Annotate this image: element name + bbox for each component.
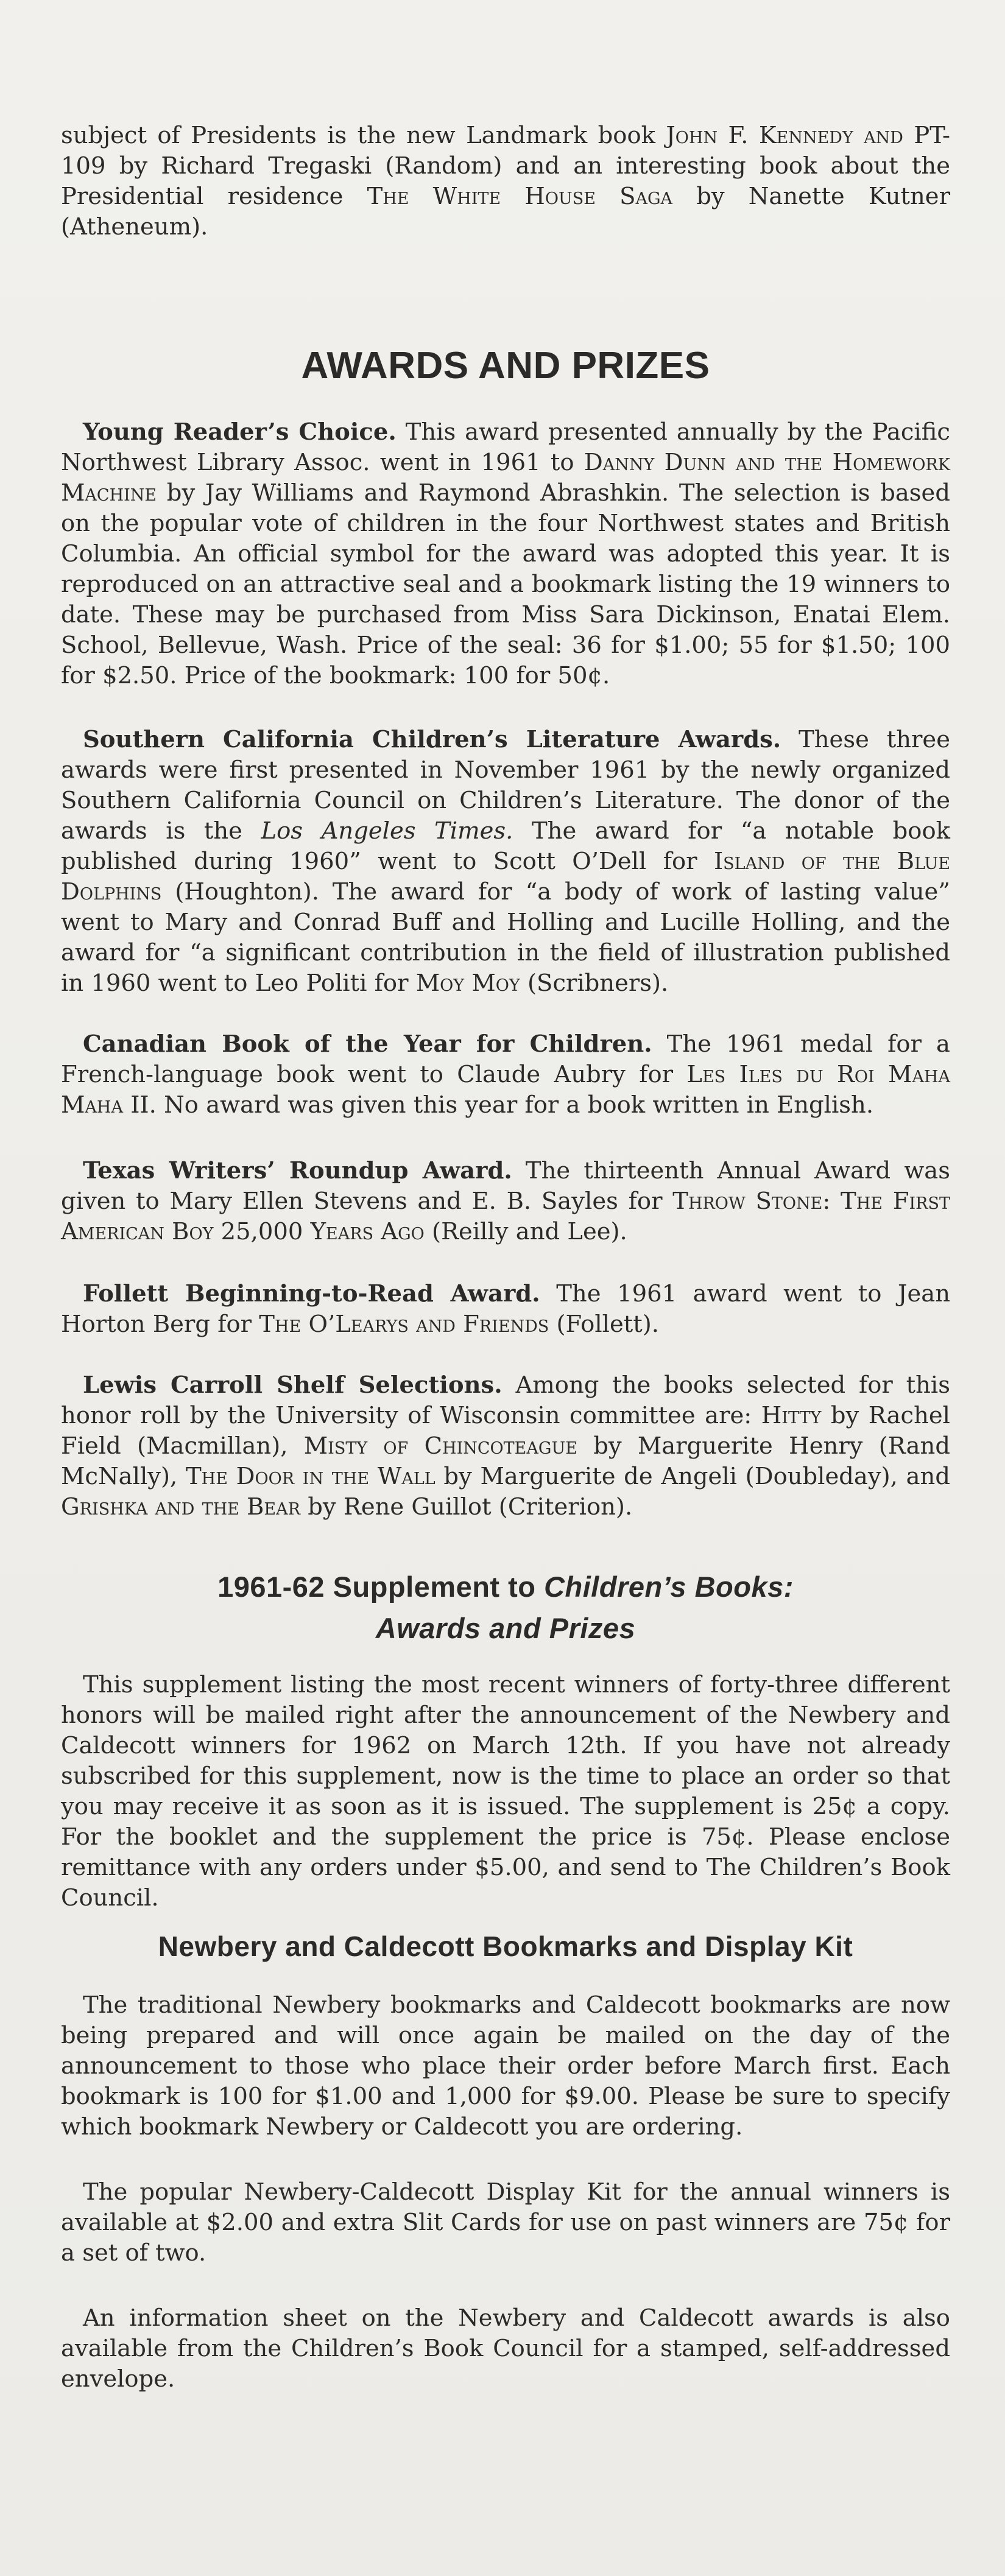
kit-heading: Newbery and Caldecott Bookmarks and Display Kit bbox=[158, 1930, 853, 1962]
award-text: These three awards were first presented in November 1961 by the newly organized Southern California Council on Children’s Literature. The donor of the awards is the bbox=[61, 726, 950, 845]
kit-paragraph-2 bbox=[61, 2177, 950, 2268]
intro-paragraph bbox=[61, 121, 950, 242]
award-book-title: The O’Learys and Friends bbox=[259, 1311, 549, 1338]
award-paragraph bbox=[61, 417, 950, 691]
award-book-title: Danny Dunn and the Homework Machine bbox=[61, 449, 950, 507]
award-book-title: Island of the Blue Dolphins bbox=[61, 848, 950, 906]
award-book-title: Moy Moy bbox=[415, 970, 520, 997]
award-name: Lewis Carroll Shelf Selections. bbox=[83, 1371, 503, 1399]
award-texas-writers bbox=[61, 1156, 950, 1247]
supplement-body: This supplement listing the most recent winners of forty-three different honors will be mailed right after the announcement of the Newbery and Caldecott winners for 1962 on March 12th. If you have not already subscribed for this supplement, now is the time to place an order so that you may receive it as soon as it is issued. The supplement is 25¢ a copy. For the booklet and the supplement the price is 75¢. Please enclose remittance with any orders under $5.00, and send to The Children’s Book Council. bbox=[61, 1671, 950, 1912]
kit-body: The traditional Newbery bookmarks and Caldecott bookmarks are now being prepared and will once again be mailed on the day of the announcement to those who place their order before March first. Each bookmark is 100 for $1.00 and 1,000 for $9.00. Please be sure to specify which bookmark Newbery or Caldecott you are ordering. bbox=[61, 1991, 950, 2141]
award-book-title: Misty of Chincoteague bbox=[303, 1432, 577, 1460]
award-text: by Rachel Field (Macmillan), bbox=[61, 1402, 950, 1460]
award-book-title: Grishka and the Bear bbox=[61, 1493, 300, 1521]
award-text: by Rene Guillot (Criterion). bbox=[300, 1493, 633, 1521]
award-name: Follett Beginning-to-Read Award. bbox=[83, 1280, 540, 1307]
award-book-title: The Door in the Wall bbox=[185, 1463, 436, 1490]
award-paragraph bbox=[61, 1029, 950, 1121]
award-book-title: Throw Stone: The First American Boy 25,000 Years Ago bbox=[61, 1188, 950, 1245]
kit-body: An information sheet on the Newbery and Caldecott awards is also available from the Children’s Book Council for a stamped, self-addressed envelope. bbox=[61, 2304, 950, 2393]
award-name: Texas Writers’ Roundup Award. bbox=[83, 1157, 512, 1184]
intro-text bbox=[61, 121, 950, 242]
award-text: The 1961 medal for a French-language book went to Claude Aubry for bbox=[61, 1030, 950, 1088]
award-young-readers-choice bbox=[61, 417, 950, 691]
award-book-title: Hitty bbox=[761, 1402, 822, 1429]
award-publication: Los Angeles Times. bbox=[261, 817, 513, 845]
award-canadian-book bbox=[61, 1029, 950, 1121]
award-text: (Scribners). bbox=[520, 970, 669, 997]
award-text: (Follett). bbox=[549, 1311, 659, 1338]
awards-heading: AWARDS AND PRIZES bbox=[301, 345, 710, 387]
award-text: by Marguerite Henry (Rand McNally), bbox=[61, 1432, 950, 1490]
award-paragraph bbox=[61, 1279, 950, 1340]
award-text: The thirteenth Annual Award was given to Mary Ellen Stevens and E. B. Sayles for bbox=[61, 1157, 950, 1215]
award-text: (Houghton). The award for “a body of work of lasting value” went to Mary and Conrad Buff and Holling and Lucille Holling, and the award for “a significant contribution in the field of illustration published in 1960 went to Leo Politi for bbox=[61, 878, 950, 997]
award-lewis-carroll bbox=[61, 1370, 950, 1522]
supplement-heading-line-2: Awards and Prizes bbox=[375, 1612, 636, 1644]
intro-text-1: subject of Presidents is the new Landmark book bbox=[61, 122, 666, 149]
intro-book-title-2: The White House Saga bbox=[367, 183, 673, 210]
award-text: by Jay Williams and Raymond Abrashkin. The selection is based on the popular vote of children in the four Northwest states and British Columbia. An official symbol for the award was adopted this year. It is reproduced on an attractive seal and a bookmark listing the 19 winners to date. These may be purchased from Miss Sara Dickinson, Enatai Elem. School, Bellevue, Wash. Price of the seal: 36 for $1.00; 55 for $1.50; 100 for $2.50. Price of the bookmark: 100 for 50¢. bbox=[61, 479, 950, 689]
award-paragraph bbox=[61, 1156, 950, 1247]
kit-paragraph-3 bbox=[61, 2303, 950, 2395]
award-text: (Reilly and Lee). bbox=[424, 1218, 627, 1245]
award-paragraph bbox=[61, 725, 950, 999]
award-text: No award was given this year for a book written in English. bbox=[156, 1091, 874, 1119]
kit-body: The popular Newbery-Caldecott Display Kit for the annual winners is available at $2.00 and extra Slit Cards for use on past winners are 75¢ for a set of two. bbox=[61, 2178, 950, 2267]
award-southern-california bbox=[61, 725, 950, 999]
award-text: Among the books selected for this honor roll by the University of Wisconsin committee are: bbox=[61, 1371, 950, 1429]
award-paragraph bbox=[61, 1370, 950, 1522]
supplement-heading-italic: Children’s Books: bbox=[544, 1571, 794, 1603]
supplement-section bbox=[61, 1670, 950, 1913]
intro-text-3: by Nanette Kutner (Atheneum). bbox=[61, 183, 950, 241]
intro-book-title-1: John F. Kennedy and PT-109 bbox=[61, 122, 950, 180]
kit-paragraph-1 bbox=[61, 1990, 950, 2142]
award-text: by Marguerite de Angeli (Doubleday), and bbox=[435, 1463, 950, 1490]
award-follett bbox=[61, 1279, 950, 1340]
supplement-heading-text: 1961-62 Supplement to bbox=[217, 1571, 545, 1603]
award-text: This award presented annually by the Pacific Northwest Library Assoc. went in 1961 to bbox=[61, 418, 950, 476]
award-text: The award for “a notable book published during 1960” went to Scott O’Dell for bbox=[61, 817, 950, 875]
intro-text-2: by Richard Tregaski (Random) and an interesting book about the Presidential residence bbox=[61, 152, 950, 210]
award-name: Young Reader’s Choice. bbox=[83, 418, 397, 446]
award-name: Canadian Book of the Year for Children. bbox=[83, 1030, 652, 1058]
award-book-title: Les Iles du Roi Maha Maha II. bbox=[61, 1061, 950, 1119]
award-name: Southern California Children’s Literature Awards. bbox=[83, 726, 781, 753]
award-text: The 1961 award went to Jean Horton Berg for bbox=[61, 1280, 950, 1338]
supplement-heading bbox=[61, 1566, 950, 1649]
